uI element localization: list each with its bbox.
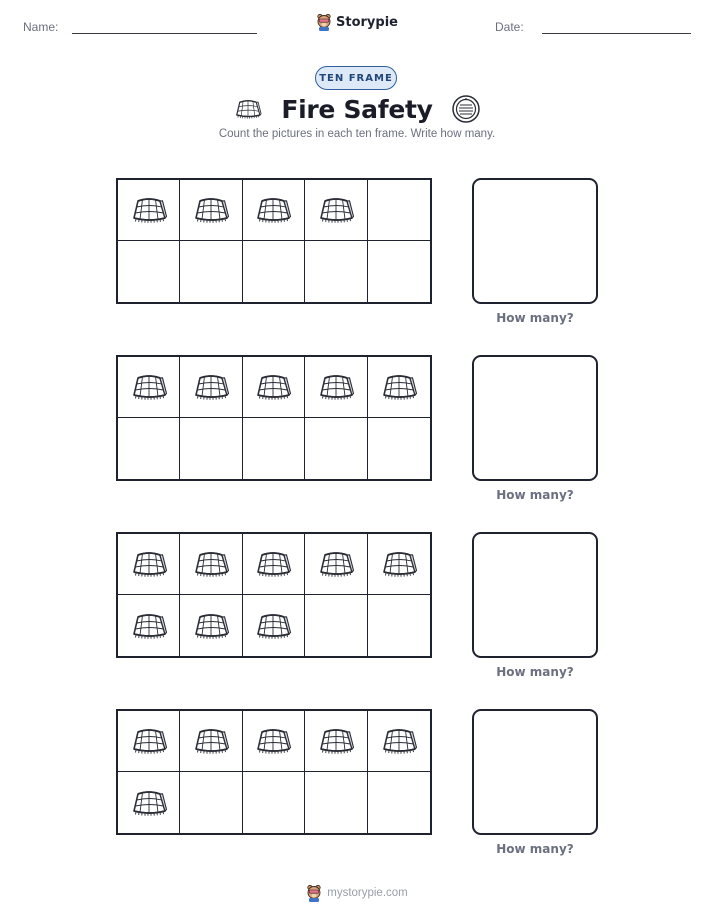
ten-frame-cell [368,241,430,302]
ten-frame-cell [180,241,242,302]
ten-frame-cell [243,241,305,302]
ten-frame [116,178,432,304]
ten-frame-cell [305,772,367,833]
fire-blanket-icon [316,370,356,404]
fire-blanket-icon [191,609,231,643]
fire-blanket-icon [191,724,231,758]
ten-frame-cell [368,595,430,656]
ten-frame-cell [305,357,367,418]
answer-box[interactable] [472,355,598,481]
instructions: Count the pictures in each ten frame. Write how many. [218,128,496,140]
fire-blanket-icon [129,609,169,643]
fire-blanket-icon [253,193,293,227]
ten-frame-cell [305,180,367,241]
smoke-detector-icon [451,94,481,124]
ten-frame-cell [118,595,180,656]
ten-frame-cell [368,711,430,772]
ten-frame-cell [180,595,242,656]
fire-blanket-icon [253,724,293,758]
ten-frame-cell [243,711,305,772]
footer-url: mystorypie.com [327,887,408,899]
ten-frame-cell [305,534,367,595]
ten-frame-cell [118,357,180,418]
fire-blanket-icon [191,370,231,404]
ten-frame-cell [305,418,367,479]
how-many-label: How many? [496,842,574,856]
how-many-label: How many? [496,311,574,325]
ten-frame-cell [180,534,242,595]
ten-frame-cell [180,180,242,241]
ten-frame-cell [118,534,180,595]
ten-frame-cell [368,180,430,241]
ten-frame-cell [118,241,180,302]
title-row [0,92,714,126]
ten-frame-cell [118,772,180,833]
ten-frame-cell [243,595,305,656]
brand-name: Storypie [336,14,398,30]
ten-frame [116,355,432,481]
ten-frame-cell [118,180,180,241]
fire-blanket-icon [316,547,356,581]
ten-frame-cell [243,418,305,479]
ten-frame [116,709,432,835]
answer-box[interactable] [472,178,598,304]
fire-blanket-icon [379,370,419,404]
ten-frame-cell [368,772,430,833]
fire-blanket-icon [233,96,263,122]
ten-frame-cell [368,418,430,479]
answer-box[interactable] [472,709,598,835]
storypie-mascot-icon [316,13,332,31]
date-label: Date: [495,20,524,34]
ten-frame-cell [180,772,242,833]
fire-blanket-icon [191,193,231,227]
how-many-label: How many? [496,488,574,502]
answer-box[interactable] [472,532,598,658]
fire-blanket-icon [253,547,293,581]
fire-blanket-icon [191,547,231,581]
fire-blanket-icon [129,724,169,758]
ten-frame-cell [368,534,430,595]
ten-frame-badge: TEN FRAME [315,66,397,90]
fire-blanket-icon [129,370,169,404]
ten-frame-cell [243,772,305,833]
ten-frame [116,532,432,658]
how-many-label: How many? [496,665,574,679]
ten-frame-cell [243,357,305,418]
fire-blanket-icon [129,193,169,227]
page-title: Fire Safety [281,94,433,124]
fire-blanket-icon [379,547,419,581]
name-write-line[interactable] [72,33,257,34]
fire-blanket-icon [316,193,356,227]
fire-blanket-icon [379,724,419,758]
fire-blanket-icon [129,786,169,820]
ten-frame-cell [243,180,305,241]
brand-logo [0,13,714,31]
storypie-mascot-icon [306,884,322,902]
ten-frame-cell [180,418,242,479]
ten-frame-cell [368,357,430,418]
fire-blanket-icon [129,547,169,581]
ten-frame-cell [305,711,367,772]
date-write-line[interactable] [542,33,691,34]
ten-frame-cell [180,357,242,418]
ten-frame-cell [180,711,242,772]
ten-frame-cell [305,241,367,302]
ten-frame-cell [305,595,367,656]
ten-frame-cell [118,418,180,479]
fire-blanket-icon [253,370,293,404]
fire-blanket-icon [316,724,356,758]
fire-blanket-icon [253,609,293,643]
ten-frame-cell [243,534,305,595]
footer [0,884,714,902]
ten-frame-cell [118,711,180,772]
name-label: Name: [23,20,59,34]
